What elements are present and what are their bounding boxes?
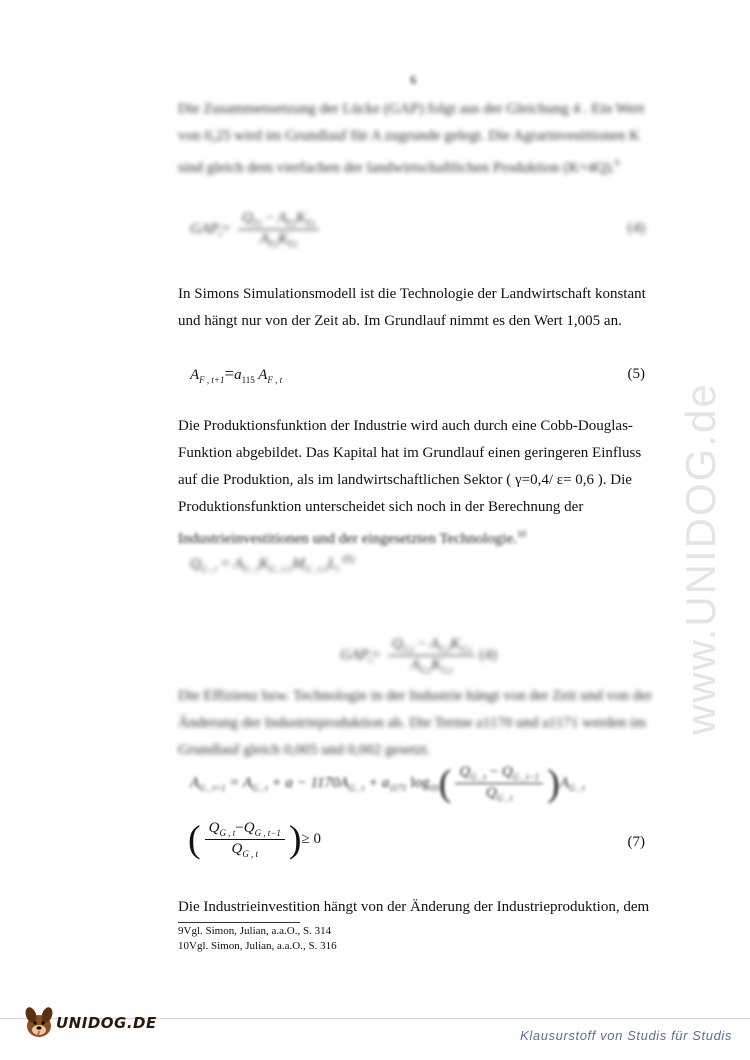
equation-gap-number: (4) — [479, 646, 497, 663]
intro-line-2: von 0,25 wird im Grundlauf für A zugrunde gelegt. Die Agrarinvestitionen K — [178, 128, 640, 144]
efficiency-line-1: Die Effizienz bzw. Technologie in der Industrie hängt von der Zeit und von der — [178, 688, 652, 704]
logo-text: UNIDOG.DE — [56, 1014, 157, 1032]
watermark: www.UNIDOG.de — [677, 382, 724, 735]
efficiency-paragraph — [178, 683, 652, 764]
production-line-1: Die Produktionsfunktion der Industrie wird auch durch eine Cobb-Douglas- — [178, 418, 633, 434]
equation-6-number: (6) — [342, 554, 355, 565]
equation-6: $Q_{G , t} = A_{G , t}K_{G , t-1}M_{G , t-1}L_t$ $^{(6)}$ — [190, 554, 355, 574]
production-line-5: Industrieinvestitionen und der eingesetzten Technologie.$^{10}$ — [178, 529, 526, 547]
investment-paragraph — [178, 894, 649, 921]
intro-line-3: sind gleich dem vierfachen der landwirtschaftlichen Produktion (K=4Q).$^9$ — [178, 158, 620, 176]
production-line-2: Funktion abgebildet. Das Kapital hat im Grundlauf einen geringeren Einfluss — [178, 445, 642, 461]
dog-icon — [22, 1003, 58, 1043]
simon-line-1: In Simons Simulationsmodell ist die Technologie der Landwirtschaft konstant — [178, 286, 646, 302]
production-line-3: auf die Produktion, als im landwirtschaftlichen Sektor ( γ=0,4/ ε= 0,6 ). Die — [178, 472, 632, 488]
efficiency-line-3: Grundlauf gleich 0,005 und 0,002 gesetzt. — [178, 742, 431, 758]
production-paragraph — [178, 413, 642, 547]
page-number: 6 — [410, 72, 417, 87]
equation-7-main: $A_{G , t+1} = A_{G , t} + a - 1170A_{G , t} + a_{1171}$ $\log_{10}$( $\frac{Q_{G , t} - Q_{G , t-1}}{Q_{G , t}}$ )$A_{G , t}$ — [190, 762, 585, 805]
equation-4-number: (4) — [627, 220, 645, 236]
simon-paragraph — [178, 281, 646, 335]
footnote-9: 9Vgl. Simon, Julian, a.a.O., S. 314 — [178, 925, 332, 937]
equation-7-number: (7) — [627, 834, 645, 850]
intro-paragraph — [178, 96, 644, 182]
equation-5: $A_{F , t+1}=a_{115}$ $A_{F , t}$ (5) — [190, 364, 645, 385]
intro-line-1: Die Zusammensetzung der Lücke (GAP) folgt aus der Gleichung 4 . Ein Wert — [178, 101, 645, 117]
production-line-4: Produktionsfunktion unterscheidet sich noch in der Berechnung der — [178, 499, 584, 515]
investment-line-1: Die Industrieinvestition hängt von der Änderung der Industrieproduktion, dem — [178, 899, 650, 915]
equation-4: $GAP_t=$ $\frac{Q_{F,t} - A_{F,t}K_{F,t}}{A_{F,t}K_{F,t}}$ (4) — [190, 210, 645, 249]
equation-7-condition: ( $\frac{Q_{G , t}-Q_{G , t-1}}{Q_{G , t}}$ )≥ 0 (7) — [188, 818, 645, 861]
efficiency-line-2: Änderung der Industrieproduktion ab. Die Terme a1170 und a1171 werden im — [178, 715, 646, 731]
equation-gap-industry: $GAP_t=$ $\frac{Q_{G,t} - A_{G,t}K_{G,t}}{A_{G,t}K_{G,t}}$ (4) — [340, 636, 497, 675]
equation-5-number: (5) — [627, 366, 645, 382]
footnote-divider — [178, 922, 300, 923]
unidog-logo[interactable] — [22, 1003, 157, 1043]
footnote-10: 10Vgl. Simon, Julian, a.a.O., S. 316 — [178, 940, 337, 952]
footer-tagline: Klausurstoff von Studis für Studis — [520, 1028, 732, 1043]
simon-line-2: und hängt nur von der Zeit ab. Im Grundlauf nimmt es den Wert 1,005 an. — [178, 313, 622, 329]
